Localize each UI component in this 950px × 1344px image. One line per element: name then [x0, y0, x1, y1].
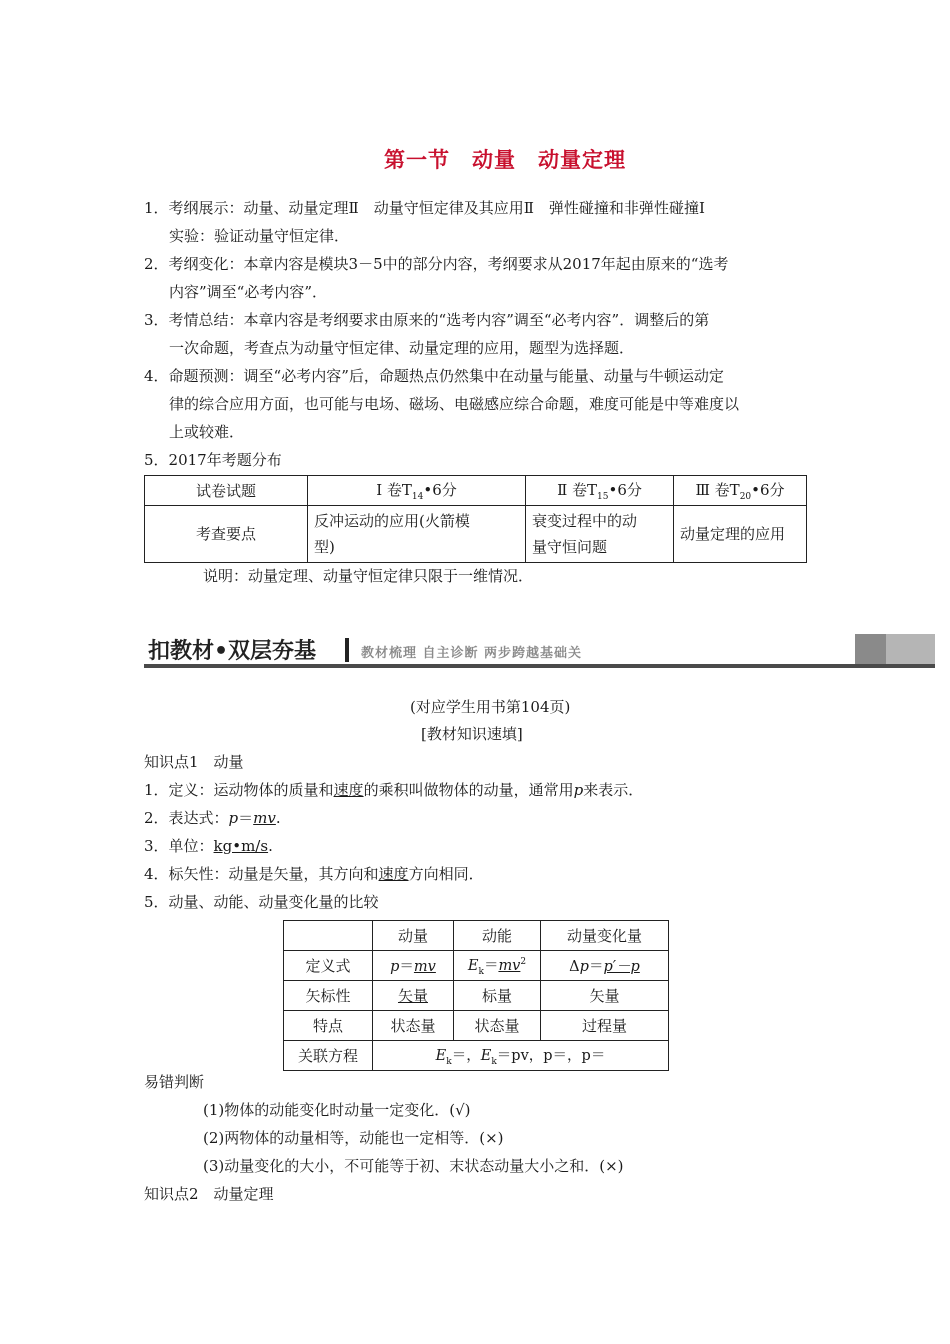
kp1-definition: 1．定义：运动物体的质量和速度的乘积叫做物体的动量，通常用p来表示． — [144, 781, 644, 799]
table-row-label: 矢标性 — [284, 981, 373, 1011]
table-cell: 状态量 — [454, 1011, 541, 1041]
banner-band-light — [886, 634, 935, 664]
intro-line-10: 5．2017年考题分布 — [144, 451, 282, 469]
exam-distribution-table — [144, 475, 807, 563]
intro-line-6: 一次命题，考查点为动量守恒定律、动量定理的应用，题型为选择题． — [169, 339, 635, 357]
table-row-label: 特点 — [284, 1011, 373, 1041]
page-title: 第一节 动量 动量定理 — [384, 148, 626, 172]
section-label: [教材知识速填] — [421, 725, 523, 743]
table-cell: 矢量 — [373, 981, 454, 1011]
intro-line-5: 3．考情总结：本章内容是考纲要求由原来的“选考内容”调至“必考内容”．调整后的第 — [144, 311, 710, 329]
table-header-cell: 动量 — [373, 921, 454, 951]
table-row-label: 关联方程 — [284, 1041, 373, 1071]
banner-divider — [345, 638, 349, 662]
intro-line-3: 2．考纲变化：本章内容是模块3－5中的部分内容，考纲要求从2017年起由原来的“选考 — [144, 255, 729, 273]
judge-heading: 易错判断 — [144, 1073, 205, 1091]
momentum-comparison-table — [283, 920, 669, 1071]
table-cell: 标量 — [454, 981, 541, 1011]
table-cell: 过程量 — [541, 1011, 669, 1041]
judge-item: (2)两物体的动量相等，动能也一定相等．(×) — [203, 1129, 504, 1147]
intro-line-7: 4．命题预测：调至“必考内容”后，命题热点仍然集中在动量与能量、动量与牛顿运动定 — [144, 367, 724, 385]
table-cell: $E_k=mv^2$ — [454, 951, 541, 981]
intro-line-9: 上或较难． — [169, 423, 245, 441]
intro-line-2: 实验：验证动量守恒定律． — [169, 227, 350, 245]
table-cell: p＝mv — [373, 951, 454, 981]
table-cell: 动量定理的应用 — [674, 506, 807, 563]
table-header-cell: 动量变化量 — [541, 921, 669, 951]
kp2-heading: 知识点2 动量定理 — [144, 1185, 274, 1203]
table-note: 说明：动量定理、动量守恒定律只限于一维情况． — [203, 567, 534, 585]
banner-subtitle: 教材梳理 自主诊断 两步跨越基础关 — [361, 646, 583, 661]
banner-title: 扣教材•双层夯基 — [148, 639, 317, 664]
judge-item: (3)动量变化的大小，不可能等于初、末状态动量大小之和．(×) — [203, 1157, 624, 1175]
kp1-compare-heading: 5．动量、动能、动量变化量的比较 — [144, 893, 379, 911]
table-row-label: 考查要点 — [145, 506, 308, 563]
judge-item: (1)物体的动能变化时动量一定变化．(√) — [203, 1101, 471, 1119]
table-header-cell: Ⅱ 卷$T_{15}•6$分 — [526, 476, 674, 506]
table-cell: 状态量 — [373, 1011, 454, 1041]
kp1-vector: 4．标矢性：动量是矢量，其方向和速度方向相同． — [144, 865, 484, 883]
intro-line-4: 内容”调至“必考内容”． — [169, 283, 328, 301]
banner-band-dark — [855, 634, 886, 664]
table-cell: 矢量 — [541, 981, 669, 1011]
table-row-label: 定义式 — [284, 951, 373, 981]
kp1-unit: 3．单位：kg•m/s. — [144, 837, 273, 855]
table-cell: 反冲运动的应用(火箭模 型) — [308, 506, 526, 563]
table-header-cell: 试卷试题 — [145, 476, 308, 506]
table-cell: 衰变过程中的动 量守恒问题 — [526, 506, 674, 563]
table-header-cell: 动能 — [454, 921, 541, 951]
table-cell: Δp＝p′－p — [541, 951, 669, 981]
table-header-cell: Ⅲ 卷$T_{20}•6$分 — [674, 476, 807, 506]
table-header-cell: Ⅰ 卷$T_{14}•6$分 — [308, 476, 526, 506]
kp1-expression: 2．表达式：p＝mv. — [144, 809, 281, 827]
table-cell: $E_k=$，$E_k=pv$，p＝，p＝ — [373, 1041, 669, 1071]
intro-line-1: 1．考纲展示：动量、动量定理Ⅱ 动量守恒定律及其应用Ⅱ 弹性碰撞和非弹性碰撞Ⅰ — [144, 199, 705, 217]
table-header-cell — [284, 921, 373, 951]
intro-line-8: 律的综合应用方面，也可能与电场、磁场、电磁感应综合命题，难度可能是中等难度以 — [169, 395, 740, 413]
kp1-heading: 知识点1 动量 — [144, 753, 244, 771]
book-reference: (对应学生用书第104页) — [410, 698, 571, 716]
